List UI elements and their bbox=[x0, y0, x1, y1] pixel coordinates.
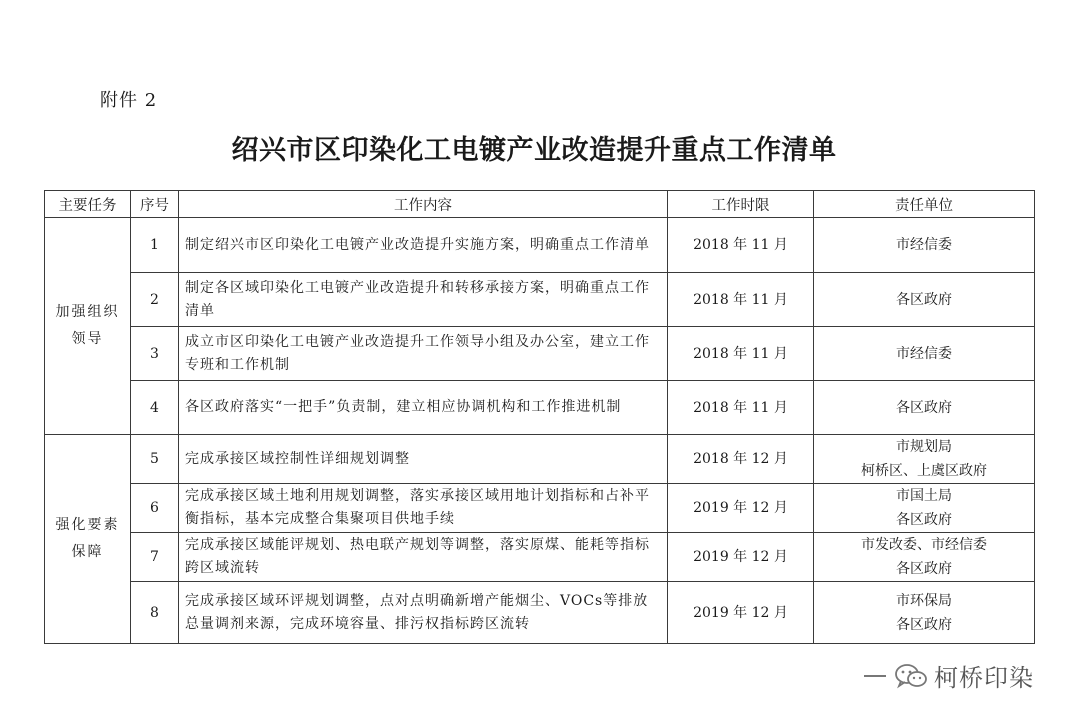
cell-content: 完成承接区域能评规划、热电联产规划等调整，落实原煤、能耗等指标跨区域流转 bbox=[179, 533, 668, 582]
work-list-table bbox=[44, 190, 1035, 644]
table-row bbox=[45, 484, 1035, 533]
cell-unit bbox=[814, 218, 1035, 273]
cell-content: 完成承接区域控制性详细规划调整 bbox=[179, 435, 668, 484]
cell-content: 制定各区域印染化工电镀产业改造提升和转移承接方案，明确重点工作清单 bbox=[179, 273, 668, 327]
cell-content: 成立市区印染化工电镀产业改造提升工作领导小组及办公室，建立工作专班和工作机制 bbox=[179, 327, 668, 381]
cell-unit bbox=[814, 533, 1035, 582]
cell-period: 2018 年 11 月 bbox=[668, 218, 814, 273]
cell-no: 3 bbox=[131, 327, 179, 381]
header-period: 工作时限 bbox=[668, 191, 814, 218]
unit-line: 各区政府 bbox=[896, 399, 952, 416]
unit-line: 柯桥区、上虞区政府 bbox=[861, 463, 987, 479]
cell-unit bbox=[814, 381, 1035, 435]
cell-period: 2018 年 11 月 bbox=[668, 327, 814, 381]
cell-unit bbox=[814, 327, 1035, 381]
unit-line: 市经信委 bbox=[896, 345, 952, 362]
cell-period: 2018 年 12 月 bbox=[668, 435, 814, 484]
cell-content: 完成承接区域土地利用规划调整，落实承接区域用地计划指标和占补平衡指标，基本完成整合集聚项目供地手续 bbox=[179, 484, 668, 533]
table-row bbox=[45, 327, 1035, 381]
cell-period: 2019 年 12 月 bbox=[668, 533, 814, 582]
table-row bbox=[45, 218, 1035, 273]
unit-line: 各区政府 bbox=[896, 616, 952, 633]
document-title: 绍兴市区印染化工电镀产业改造提升重点工作清单 bbox=[231, 135, 837, 166]
cell-no: 5 bbox=[131, 435, 179, 484]
unit-line: 市发改委、市经信委 bbox=[861, 537, 987, 553]
cell-unit bbox=[814, 484, 1035, 533]
header-unit: 责任单位 bbox=[814, 191, 1035, 218]
table-row bbox=[45, 533, 1035, 582]
table-row bbox=[45, 435, 1035, 484]
header-task: 主要任务 bbox=[45, 191, 131, 218]
cell-no: 7 bbox=[131, 533, 179, 582]
cell-unit bbox=[814, 582, 1035, 644]
footer-watermark bbox=[864, 658, 1034, 693]
cell-period: 2018 年 11 月 bbox=[668, 381, 814, 435]
cell-content: 制定绍兴市区印染化工电镀产业改造提升实施方案，明确重点工作清单 bbox=[179, 218, 668, 273]
main-task-text: 强化要素保障 bbox=[55, 517, 120, 560]
unit-line: 市经信委 bbox=[896, 237, 952, 253]
cell-period: 2018 年 11 月 bbox=[668, 273, 814, 327]
attachment-label: 附件 2 bbox=[100, 90, 158, 111]
footer-dash bbox=[864, 675, 886, 677]
cell-content: 完成承接区域环评规划调整，点对点明确新增产能烟尘、VOCs等排放总量调剂来源，完成环境容量、排污权指标跨区流转 bbox=[179, 582, 668, 644]
cell-unit bbox=[814, 273, 1035, 327]
cell-unit bbox=[814, 435, 1035, 484]
cell-main-task bbox=[45, 435, 131, 644]
cell-no: 6 bbox=[131, 484, 179, 533]
table-body bbox=[45, 218, 1035, 644]
wechat-icon bbox=[894, 662, 928, 690]
footer-text: 柯桥印染 bbox=[934, 664, 1034, 692]
unit-line: 市环保局 bbox=[896, 592, 952, 609]
cell-no: 8 bbox=[131, 582, 179, 644]
unit-line: 各区政府 bbox=[896, 561, 952, 577]
unit-line: 市国土局 bbox=[896, 488, 952, 504]
table-row bbox=[45, 273, 1035, 327]
cell-period: 2019 年 12 月 bbox=[668, 484, 814, 533]
table-row bbox=[45, 582, 1035, 644]
table-header-row bbox=[45, 191, 1035, 218]
cell-content: 各区政府落实“一把手”负责制，建立相应协调机构和工作推进机制 bbox=[179, 381, 668, 435]
cell-no: 1 bbox=[131, 218, 179, 273]
unit-line: 各区政府 bbox=[896, 291, 952, 308]
header-content: 工作内容 bbox=[179, 191, 668, 218]
cell-no: 2 bbox=[131, 273, 179, 327]
main-task-text: 加强组织领导 bbox=[55, 304, 120, 347]
cell-period: 2019 年 12 月 bbox=[668, 582, 814, 644]
unit-line: 各区政府 bbox=[896, 512, 952, 528]
unit-line: 市规划局 bbox=[896, 439, 952, 455]
cell-main-task bbox=[45, 218, 131, 435]
table-row bbox=[45, 381, 1035, 435]
cell-no: 4 bbox=[131, 381, 179, 435]
header-no: 序号 bbox=[131, 191, 179, 218]
